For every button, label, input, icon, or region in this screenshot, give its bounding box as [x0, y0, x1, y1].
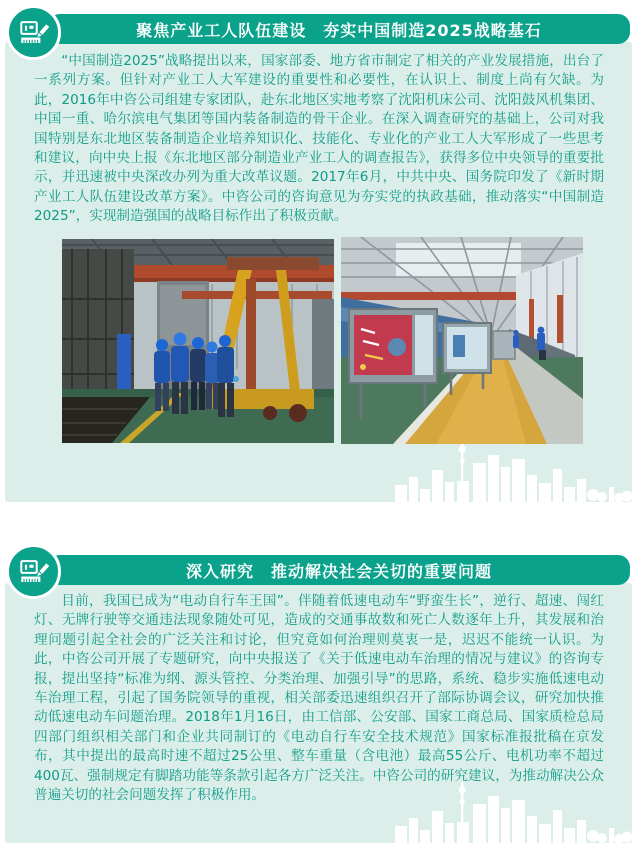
- section-2-header: [48, 555, 630, 585]
- ruler-pencil-icon: [14, 552, 54, 592]
- section-1-body: “中国制造2025”战略提出以来，国家部委、地方省市制定了相关的产业发展措施，出台了一系列方案。但针对产业工人大军建设的重要性和必要性，在认识上、制度上尚有欠缺。为此，2016年中咨公司组建专家团队，赴东北地区实地考察了沈阳机床公司、沈阳鼓风机集团、中国一重、哈尔滨电气集团等国内装备制造的骨干企业。在深入调查研究的基础上，公司对我国特别是东北地区装备制造企业培养知识化、技能化、专业化的产业工人大军形成了一些思考和建议，向中央上报《东北地区部分制造业产业工人的调查报告》，获得多位中央领导的重要批示，并迅速被中央深改办列为重大改革议题。2017年6月，中共中央、国务院印发了《新时期产业工人队伍建设改革方案》。中咨公司的咨询意见为夯实党的执政基础，推动落实“中国制造2025”，实现制造强国的战略目标作出了积极贡献。: [34, 53, 604, 225]
- section-1-title: 聚焦产业工人队伍建设 夯实中国制造2025战略基石: [136, 20, 542, 40]
- section-2-body: 目前，我国已成为“电动自行车王国”。伴随着低速电动车“野蛮生长”，逆行、超速、闯红灯、无牌行驶等交通违法现象随处可见，造成的交通事故数和死亡人数逐年上升，其发展和治理问题引起全社会的广泛关注和讨论，但究竟如何治理则莫衷一是，迟迟不能统一认识。为此，中咨公司开展了专题研究，向中央报送了《关于低速电动车治理的情况与建议》的咨询专报，提出坚持“标准为纲、源头管控、分类治理、加强引导”的思路，系统、稳步实施低速电动车治理工程，引起了国务院领导的重视，相关部委迅速组织召开了部际协调会议，研究加快推动低速电动车问题治理。2018年1月16日，由工信部、公安部、国家工商总局、国家质检总局四部门组织相关部门和企业共同制订的《电动自行车安全技术规范》国家标准报批稿在京发布，其中提出的最高时速不超过25公里、整车重量（含电池）最高55公斤、电机功率不超过400瓦、强制规定有脚踏功能等条款引起各方广泛关注。中咨公司的研究建议，为推动解决公众普遍关切的社会问题发挥了积极作用。: [34, 593, 604, 804]
- section-2-title: 深入研究 推动解决社会关切的重要问题: [185, 561, 492, 581]
- ruler-pencil-icon: [14, 13, 54, 53]
- factory-visit-photo: [62, 239, 334, 443]
- city-skyline-silhouette: [395, 437, 632, 502]
- workshop-aisle-photo: [341, 237, 583, 444]
- section-2-badge: [6, 544, 61, 599]
- section-1-header: [48, 14, 630, 44]
